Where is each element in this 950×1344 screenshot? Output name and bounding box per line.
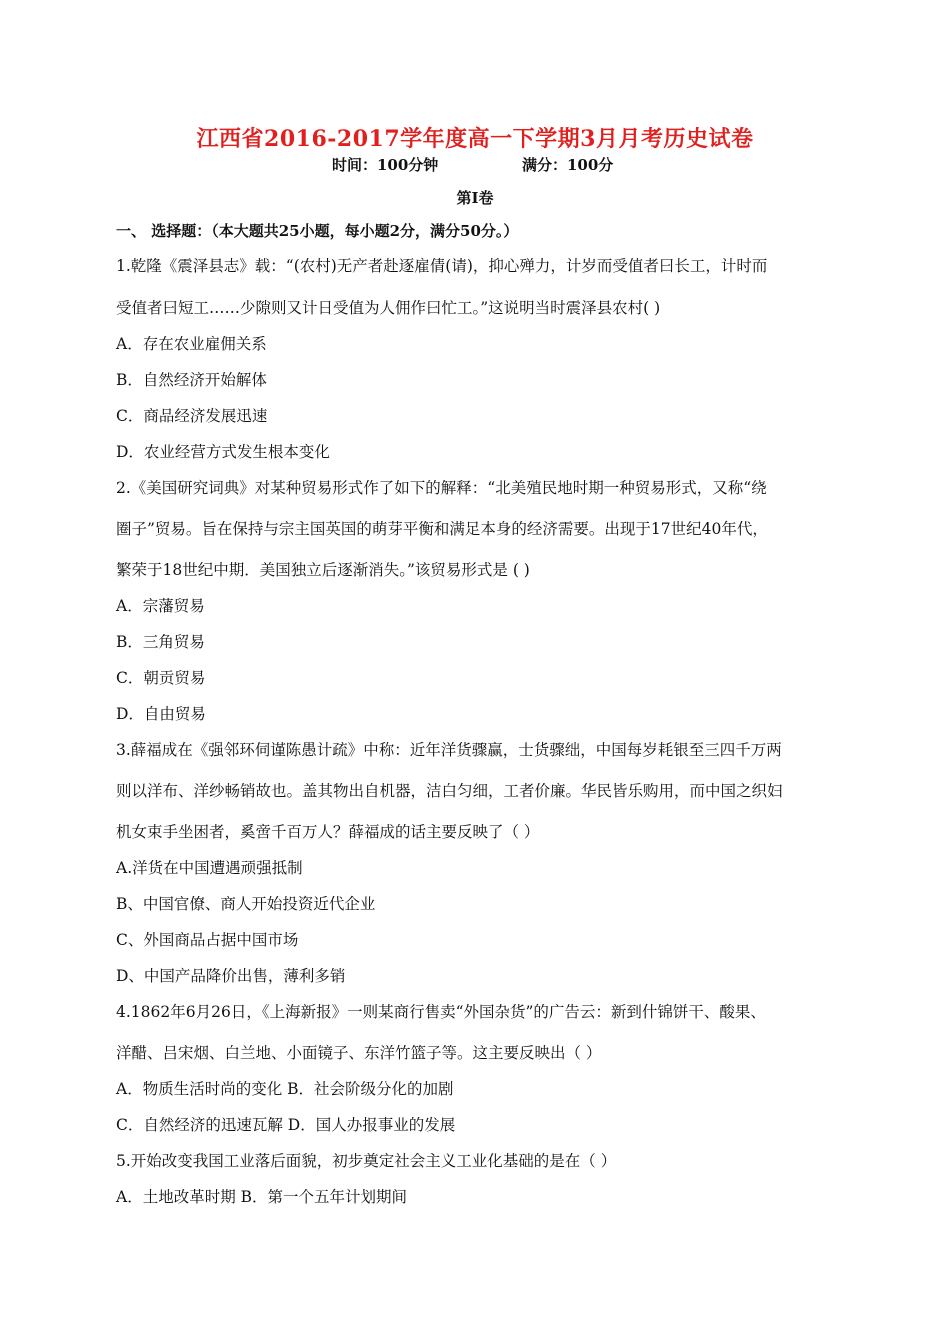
question-text-line: 受值者曰短工……少隙则又计日受值为人佣作曰忙工。”这说明当时震泽县农村( ): [116, 299, 661, 317]
answer-option: C．自然经济的迅速瓦解 D．国人办报事业的发展: [116, 1116, 456, 1134]
answer-option: B．自然经济开始解体: [116, 371, 267, 389]
exam-score: 满分：100分: [522, 156, 614, 174]
exam-time: 时间：100分钟: [332, 156, 439, 174]
answer-option: D．自由贸易: [116, 705, 206, 723]
answer-option: B．三角贸易: [116, 633, 205, 651]
question-text-line: 洋醋、吕宋烟、白兰地、小面镜子、东洋竹篮子等。这主要反映出（ ）: [116, 1044, 602, 1062]
question-text-line: 2.《美国研究词典》对某种贸易形式作了如下的解释：“北美殖民地时期一种贸易形式，又称“绕: [116, 479, 767, 497]
answer-option: C．朝贡贸易: [116, 669, 206, 687]
answer-option: A．物质生活时尚的变化 B．社会阶级分化的加剧: [116, 1080, 454, 1098]
question-text-line: 机女束手坐困者，奚啻千百万人？薛福成的话主要反映了（ ）: [116, 823, 540, 841]
question-text-line: 1.乾隆《震泽县志》载：“(农村)无产者赴逐雇倩(请)，抑心殚力，计岁而受值者曰长工，计时而: [116, 257, 768, 275]
question-text-line: 4.1862年6月26日，《上海新报》一则某商行售卖“外国杂货”的广告云：新到什锦饼干、酸果、: [116, 1003, 766, 1021]
answer-option: A．土地改革时期 B．第一个五年计划期间: [116, 1188, 408, 1206]
section-heading: 一、 选择题：（本大题共25小题，每小题2分，满分50分。）: [116, 222, 519, 240]
answer-option: D、中国产品降价出售，薄利多销: [116, 967, 346, 985]
answer-option: C．商品经济发展迅速: [116, 407, 268, 425]
answer-option: A.洋货在中国遭遇顽强抵制: [116, 859, 303, 877]
answer-option: A．存在农业雇佣关系: [116, 335, 267, 353]
exam-title: 江西省2016-2017学年度高一下学期3月月考历史试卷: [196, 126, 754, 152]
answer-option: C、外国商品占据中国市场: [116, 931, 299, 949]
question-text-line: 圈子”贸易。旨在保持与宗主国英国的萌芽平衡和满足本身的经济需要。出现于17世纪40年代，: [116, 520, 768, 538]
answer-option: B、中国官僚、商人开始投资近代企业: [116, 895, 376, 913]
answer-option: D．农业经营方式发生根本变化: [116, 443, 330, 461]
volume-label: 第I卷: [456, 189, 494, 207]
question-text-line: 繁荣于18世纪中期．美国独立后逐渐消失。”该贸易形式是 ( ): [116, 561, 530, 579]
question-text-line: 则以洋布、洋纱畅销故也。盖其物出自机器，洁白匀细，工者价廉。华民皆乐购用，而中国之织妇: [116, 782, 783, 800]
question-text-line: 5.开始改变我国工业落后面貌，初步奠定社会主义工业化基础的是在（ ）: [116, 1152, 617, 1170]
answer-option: A．宗藩贸易: [116, 597, 205, 615]
question-text-line: 3.薛福成在《强邻环伺谨陈愚计疏》中称：近年洋货骤赢，士货骤绌，中国每岁耗银至三四千万两: [116, 741, 782, 759]
